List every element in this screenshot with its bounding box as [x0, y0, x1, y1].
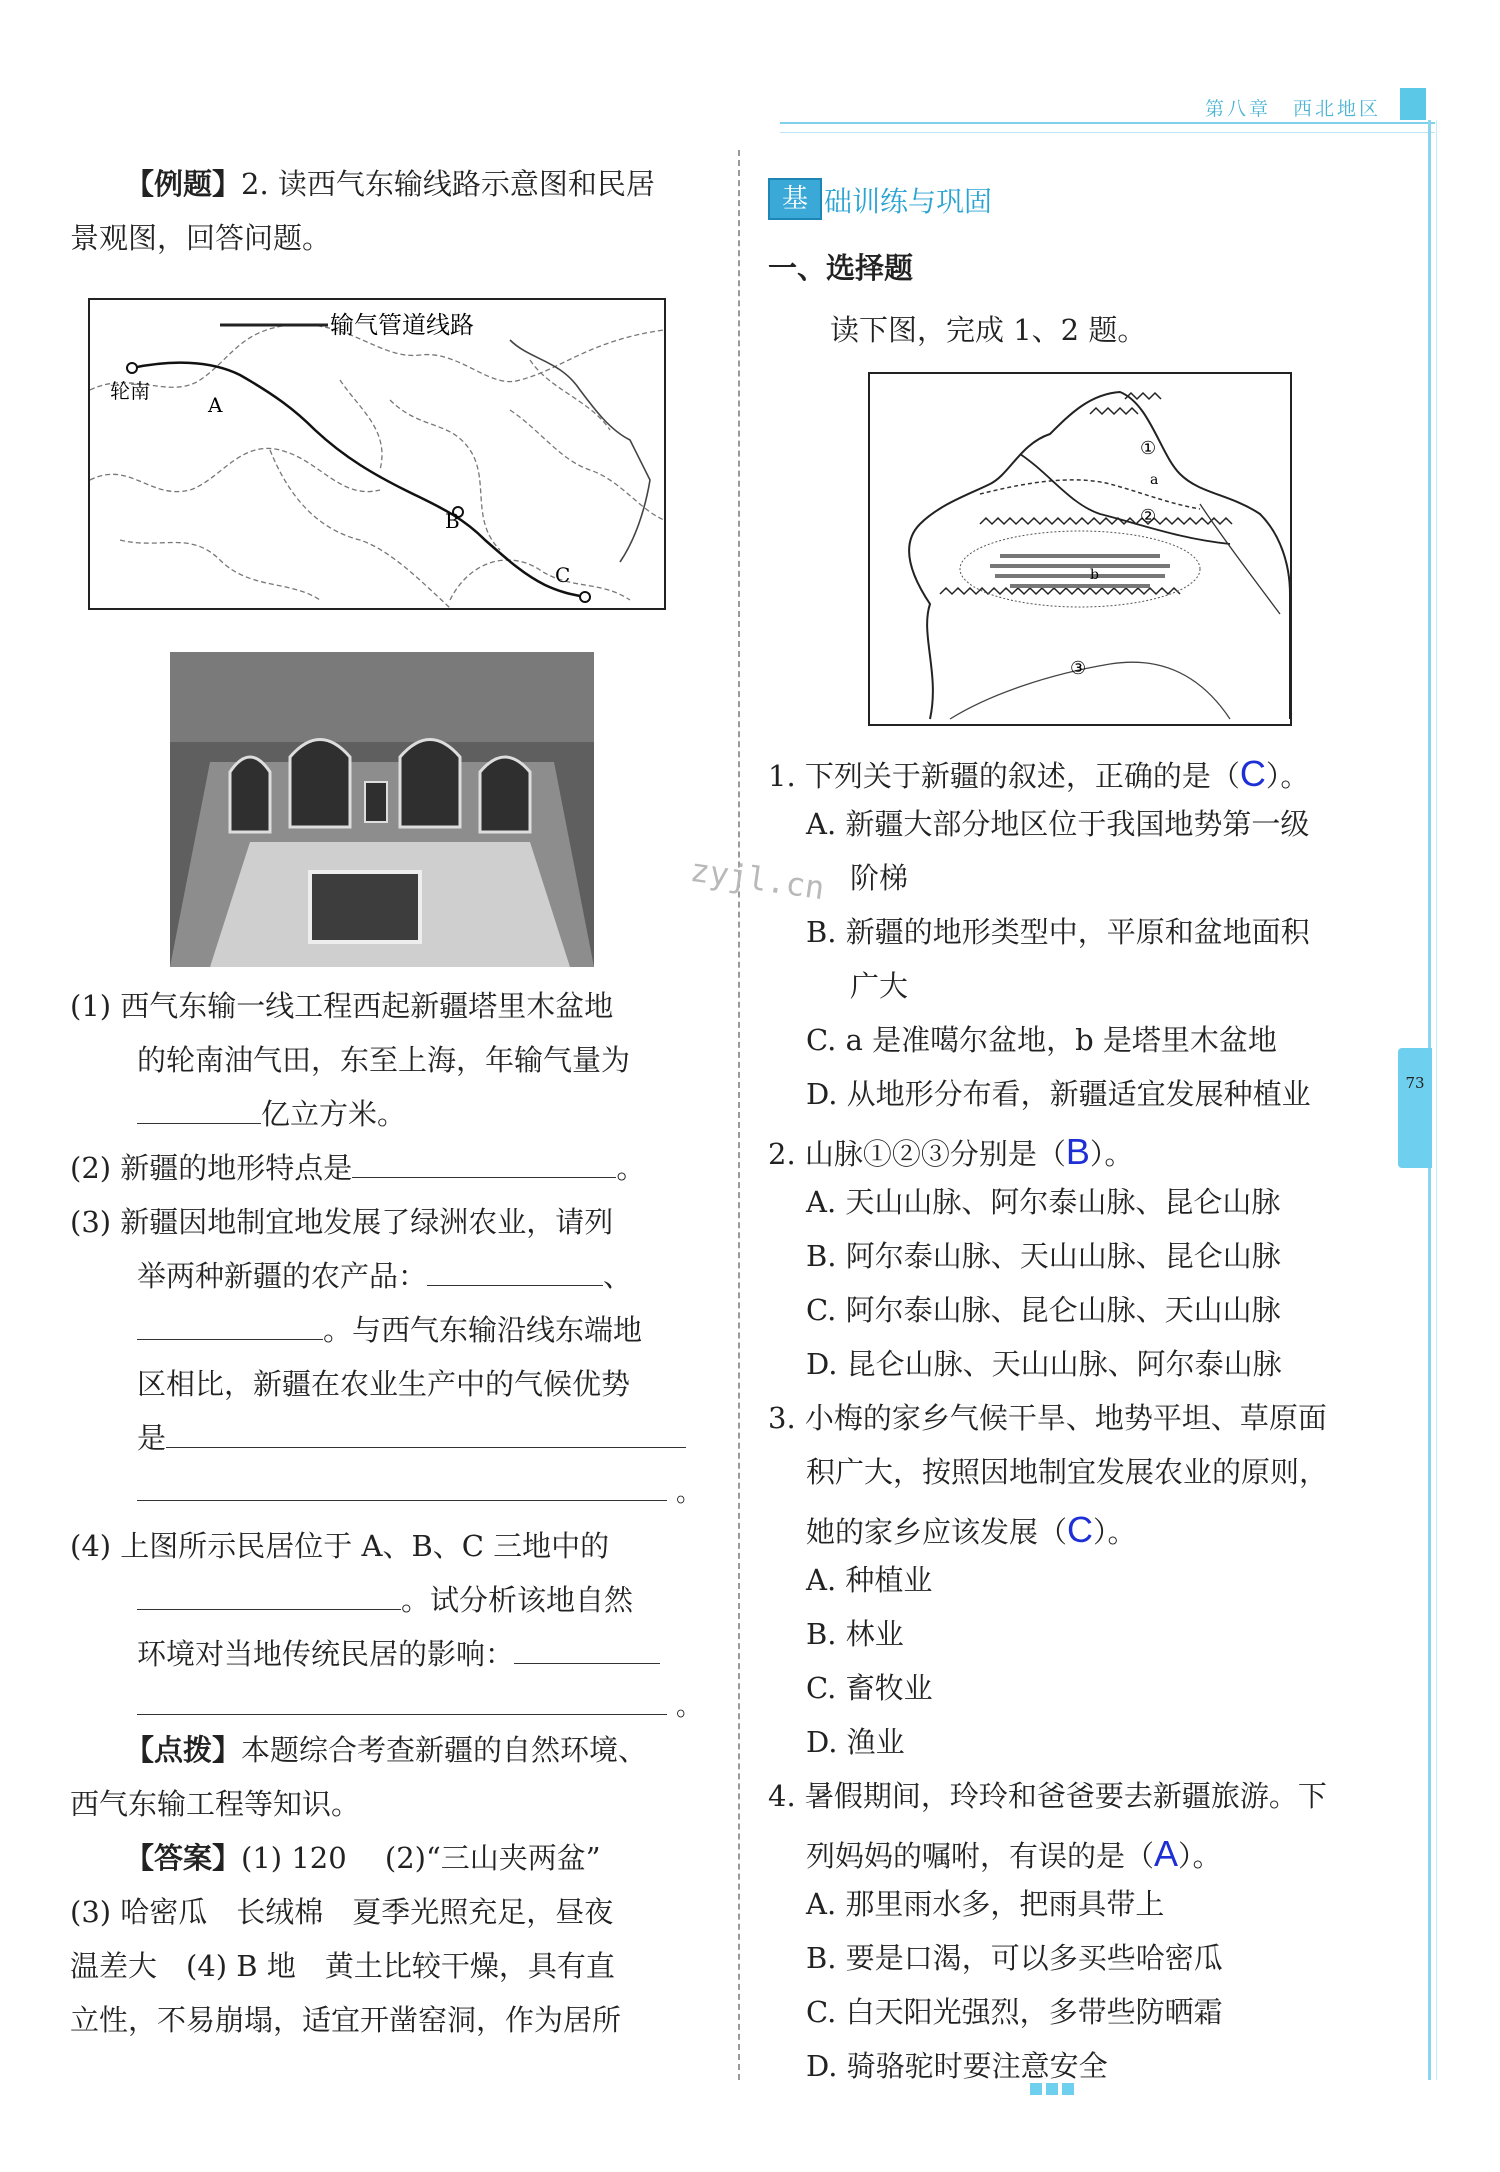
answer-line-1 — [125, 1841, 601, 1875]
q4-answer: A — [1154, 1833, 1179, 1874]
question-2-stem — [768, 1131, 1134, 1172]
q1-line-3-suffix: 亿立方米。 — [261, 1097, 407, 1131]
header-rule — [780, 122, 1435, 124]
q4-line-3 — [137, 1637, 660, 1671]
q3-line-1: (3) 新疆因地制宜地发展了绿洲农业，请列 — [70, 1205, 614, 1239]
q3-line-4: 区相比，新疆在农业生产中的气候优势 — [137, 1367, 631, 1401]
map2-label-2: ② — [1140, 506, 1157, 527]
answer-text-3: 温差大 (4) B 地 黄土比较干燥，具有直 — [70, 1949, 615, 1983]
q1-line-2: 的轮南油气田，东至上海，年输气量为 — [137, 1043, 631, 1077]
q3-option-a[interactable]: A. 种植业 — [806, 1563, 933, 1597]
q3-line-3 — [137, 1313, 643, 1347]
q4-blank-3[interactable] — [137, 1714, 667, 1715]
q3-line-2-prefix: 举两种新疆的农产品： — [137, 1259, 428, 1293]
map2-label-1: ① — [1140, 438, 1157, 459]
example-text-2: 景观图，回答问题。 — [70, 221, 332, 255]
q2-option-b[interactable]: B. 阿尔泰山脉、天山山脉、昆仑山脉 — [806, 1239, 1281, 1273]
map-instruction: 读下图，完成 1、2 题。 — [830, 313, 1147, 347]
q3-blank-4[interactable] — [137, 1500, 667, 1501]
q1-answer: C — [1239, 753, 1266, 794]
q3-option-c[interactable]: C. 畜牧业 — [806, 1671, 933, 1705]
q1-option-b-cont: 广大 — [850, 969, 909, 1003]
q4-option-c[interactable]: C. 白天阳光强烈，多带些防晒霜 — [806, 1995, 1223, 2029]
cave-dwelling-photo — [170, 652, 594, 967]
q4-stem-prefix: 列妈妈的嘱咐，有误的是（ — [806, 1839, 1155, 1873]
question-1-stem — [768, 753, 1310, 794]
answer-label: 【答案】 — [125, 1841, 242, 1875]
part-title: 一、选择题 — [768, 251, 914, 285]
q3-line-3-suffix: 。与西气东输沿线东端地 — [323, 1313, 643, 1347]
answer-text-4: 立性，不易崩塌，适宜开凿窑洞，作为居所 — [70, 2003, 622, 2037]
xinjiang-map — [868, 372, 1292, 726]
q1-option-a-cont: 阶梯 — [850, 861, 909, 895]
column-divider — [738, 150, 740, 2080]
q4-option-a[interactable]: A. 那里雨水多，把雨具带上 — [806, 1887, 1165, 1921]
q2-option-a[interactable]: A. 天山山脉、阿尔泰山脉、昆仑山脉 — [806, 1185, 1281, 1219]
q4-line-1: (4) 上图所示民居位于 A、B、C 三地中的 — [70, 1529, 610, 1563]
map1-point-b: B — [445, 509, 460, 533]
q1-option-a[interactable]: A. 新疆大部分地区位于我国地势第一级 — [806, 807, 1310, 841]
q3-line-2-suffix: 、 — [603, 1259, 633, 1293]
example-text-1: 2. 读西气东输线路示意图和民居 — [241, 167, 655, 201]
q4-option-d[interactable]: D. 骑骆驼时要注意安全 — [806, 2049, 1108, 2083]
q1-option-c[interactable]: C. a 是准噶尔盆地，b 是塔里木盆地 — [806, 1023, 1277, 1057]
q3-line-5 — [137, 1421, 686, 1455]
example-heading — [125, 167, 655, 201]
section-badge: 基 — [768, 178, 822, 220]
example-label: 【例题】 — [125, 167, 242, 201]
q4-line-3-prefix: 环境对当地传统民居的影响： — [137, 1637, 515, 1671]
map1-city-lunnan: 轮南 — [110, 379, 150, 403]
question-3-stem-2: 积广大，按照因地制宜发展农业的原则， — [806, 1455, 1329, 1489]
pipeline-map-drawing — [90, 300, 664, 608]
q1-line-1: (1) 西气东输一线工程西起新疆塔里木盆地 — [70, 989, 614, 1023]
pipeline-map — [88, 298, 666, 610]
hint-text-2: 西气东输工程等知识。 — [70, 1787, 361, 1821]
map1-point-a: A — [208, 393, 223, 417]
q1-option-d[interactable]: D. 从地形分布看，新疆适宜发展种植业 — [806, 1077, 1311, 1111]
q3-answer: C — [1067, 1509, 1094, 1550]
q3-line-2 — [137, 1259, 633, 1293]
q1-line-3 — [137, 1097, 407, 1131]
cave-dwelling-illustration — [170, 652, 594, 967]
map2-label-3: ③ — [1070, 658, 1087, 679]
hint-label: 【点拨】 — [125, 1733, 242, 1767]
q2-stem-suffix: ）。 — [1089, 1137, 1134, 1171]
q2-line — [70, 1151, 646, 1185]
xinjiang-map-drawing — [870, 374, 1290, 724]
question-4-stem-2 — [806, 1833, 1222, 1874]
q3-end-mark: 。 — [676, 1478, 703, 1508]
q4-line-2-suffix: 。试分析该地自然 — [401, 1583, 634, 1617]
watermark: zyjl.cn — [688, 850, 827, 908]
q4-option-b[interactable]: B. 要是口渴，可以多买些哈密瓜 — [806, 1941, 1223, 1975]
q1-option-b[interactable]: B. 新疆的地形类型中，平原和盆地面积 — [806, 915, 1310, 949]
answer-text-1: (1) 120 (2)“三山夹两盆” — [241, 1841, 601, 1875]
q1-blank[interactable] — [137, 1101, 261, 1124]
question-3-stem-3 — [806, 1509, 1137, 1550]
question-3-stem-1: 3. 小梅的家乡气候干旱、地势平坦、草原面 — [768, 1401, 1327, 1435]
q2-stem-prefix: 2. 山脉①②③分别是（ — [768, 1137, 1066, 1171]
q4-end-mark: 。 — [676, 1692, 703, 1722]
hint-text-1: 本题综合考查新疆的自然环境、 — [241, 1733, 648, 1767]
q3-option-b[interactable]: B. 林业 — [806, 1617, 904, 1651]
header-rule-thin — [780, 132, 1435, 133]
q4-stem-suffix: ）。 — [1178, 1839, 1222, 1873]
q1-stem-suffix: ）。 — [1265, 759, 1310, 793]
q2-option-c[interactable]: C. 阿尔泰山脉、昆仑山脉、天山山脉 — [806, 1293, 1281, 1327]
q3-blank-1[interactable] — [427, 1263, 603, 1286]
chapter-header: 第八章 西北地区 — [1205, 98, 1382, 120]
question-4-stem-1: 4. 暑假期间，玲玲和爸爸要去新疆旅游。下 — [768, 1779, 1327, 1813]
page-number: 73 — [1405, 1074, 1425, 1092]
q4-line-2 — [137, 1583, 634, 1617]
q3-line-5-prefix: 是 — [137, 1421, 167, 1455]
header-tab — [1400, 88, 1426, 120]
q1-stem-prefix: 1. 下列关于新疆的叙述，正确的是（ — [768, 759, 1240, 793]
map1-legend: 输气管道线路 — [330, 311, 474, 339]
q2-suffix: 。 — [616, 1151, 646, 1185]
q3-blank-3[interactable] — [166, 1425, 686, 1448]
page-number-tab — [1398, 1048, 1432, 1168]
q3-option-d[interactable]: D. 渔业 — [806, 1725, 905, 1759]
section-title: 础训练与巩固 — [824, 185, 993, 218]
q4-blank-2[interactable] — [514, 1641, 660, 1664]
map1-point-c: C — [555, 563, 571, 587]
right-margin-rule-thin — [1436, 120, 1437, 2080]
map2-label-a: a — [1150, 472, 1159, 488]
q3-stem-prefix: 她的家乡应该发展（ — [806, 1515, 1068, 1549]
answer-text-2: (3) 哈密瓜 长绒棉 夏季光照充足，昼夜 — [70, 1895, 614, 1929]
q2-blank[interactable] — [352, 1155, 616, 1178]
map2-label-b: b — [1090, 567, 1099, 583]
hint-line-1 — [125, 1733, 648, 1767]
q3-stem-suffix: ）。 — [1093, 1515, 1137, 1549]
q2-answer: B — [1065, 1131, 1090, 1172]
q3-blank-2[interactable] — [137, 1317, 323, 1340]
q2-option-d[interactable]: D. 昆仑山脉、天山山脉、阿尔泰山脉 — [806, 1347, 1282, 1381]
q4-blank-1[interactable] — [137, 1587, 401, 1610]
q2-prefix: (2) 新疆的地形特点是 — [70, 1151, 353, 1185]
